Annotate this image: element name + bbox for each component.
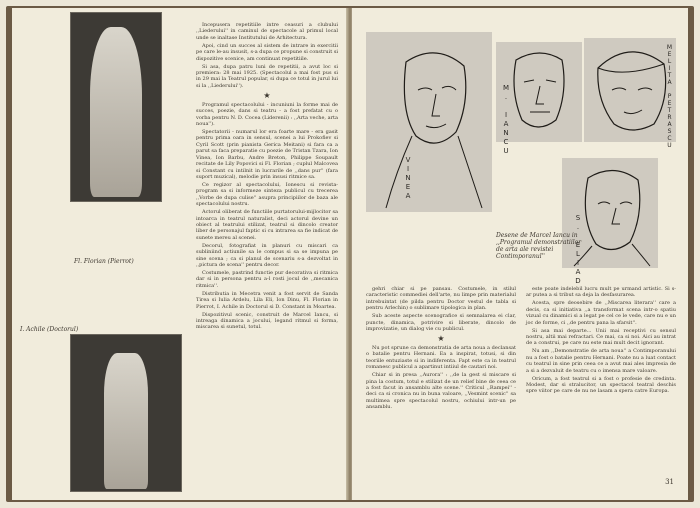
vinea-portrait (366, 32, 492, 212)
right-text-column-2 (526, 286, 676, 476)
left-text-column (196, 22, 338, 492)
left-page (12, 8, 348, 500)
paragraph: Programul spectacolului - incuniuni la forme mai de succes, poezie, dans si teatru - a fost prefatat cu o vorba pentru N. D. Cocea (Liderenii) : ,,Arta veche, arta noua''). (196, 101, 338, 128)
book-spread (6, 6, 694, 502)
paragraph: Actorul oliberat de functiile purtatorului-mijlocitor sa intoarca in teatrul naturalist, deci actorul devine un obiect al teatrului stilizat, teatrul si dincolo creator liber de personajul faptic si cu intrarea sa fie indicat de sunete mereu al scenei. (196, 209, 338, 241)
doctor-figure (104, 353, 148, 489)
photo-pierrot (70, 12, 162, 202)
drawing-petrascu (584, 38, 676, 142)
paragraph: Distributia in Mecetra venit a fost servit de Sanda Tirea si Iulia Ardelu, Lila Eli, Ion Dinu, Fl. Florian in Pierrot, I. Achile in Doctorul si D. Constant in Moartea. (196, 290, 338, 310)
paragraph: Costumele, pastrind functie pur decorativa si ritmica dar si in persona pentru a-l rosti jocul de ,,mecanica ritmica''. (196, 269, 338, 289)
paragraph: Si asa, dupa patru luni de repetitii, a avut loc si premiera: 28 mai 1925. (Spectacolul a mai fost pus si in 29 mai la Teatrul popular, si dupa ce totul in jurul lui si la ,,Liederului''). (196, 63, 338, 89)
right-text-column-1 (366, 286, 516, 492)
paragraph: Nu am ,,Demonstratie de arta noua'' a Contimporanului nu a fost o batalie pentru Hernani. Poate nu a luat contact cu teatrul in sine prin ceea ce a avut mai ales impresia de a si a dezvaluit de teatru cu o imensa mare valoare. (526, 348, 676, 374)
section-star-icon: ★ (437, 334, 445, 344)
paragraph: Chiar si in presa ,,Aurora'' : ,,de la gest si miscare si pina la costum, totul e stilizat de un relief bine de ceea ce a fost facut in ansamblu alte scene.'' Criticul ,,Rampei'' - deci ca si cronica nu in buna valoare, ,,Vesmint scenic'' sa multimea spre spectacolul nostru, ochiului intr-un pe ansamblu. (366, 372, 516, 411)
right-page (352, 8, 688, 500)
paragraph: gehri chiar si pe pansau. Costumele, in stilul caracteristic commediei dell'arte, nu limpe prin materialul intrebuintat (de pilda pentru Doctor vestul de tabla si pentru Arlechin) o sublimare tipologica in plan. (366, 286, 516, 312)
paragraph: Incepusera repetitiile intre ceasuri a clubului ,,Liederului'' in caminul de spectacole al primul local unde se inaltase Institutului de Arhitectura. (196, 22, 338, 41)
paragraph: Oricum, a fost teatrul si a fost o profesie de credinta. Modest, dar si stralucitor, un spectacol teatral deschis spre viitor pe care de nu ne lasam a spera catre Europa. (526, 375, 676, 395)
drawing-vinea (366, 32, 492, 212)
paragraph: este poate indelebil lucru mult pe urmand artistic. Si s-ar putea a si tribut sa deja la desfasurarea. (526, 286, 676, 299)
label-petrascu: MELITA PETRASCU (666, 44, 673, 149)
page-number: 31 (665, 478, 674, 486)
paragraph: Spectatorii - numarul lor era foarte mare - era gasit pentru prima oara in sensul, scenei a lui Prokofiev si Cyril Scott (prin pianista Gerica Meitani) si fara ca a parut sa faca preparatie cu poezie de Tristan Tzara, Ion Vinea, Ion Barbu, Andre Breton, Philippe Soupault recitate de Lily Popovici si Fl. Florian ; cuplul Malcovea si Constant cu intilnit in lucrarile de ,,dans pur'' (fara suport muzical), melodie prin insusi ritmice sa. (196, 129, 338, 180)
paragraph: Dispozitivul scenic, construit de Marcel Iancu, si intreaga dinamica a jocului, legand ritmul si forma, miscarea si sunetul, totul. (196, 311, 338, 331)
caption-pierrot: Fl. Florian (Pierrot) (74, 258, 134, 265)
label-eliad: S. ELIAD (574, 214, 582, 286)
drawing-caption: Desene de Marcel Iancu in ,,Programul demonstratiilor de arta ale revistei Contimporanul'' (496, 232, 582, 260)
label-iancu: M. IANCU (502, 84, 510, 156)
section-star-icon: ★ (263, 90, 271, 100)
caption-doctor: I. Achile (Doctorul) (20, 326, 79, 333)
label-vinea: VINEA (404, 156, 412, 201)
paragraph: Acesta, spre deosebire de ,,Miscarea literara'' care a decis, ca si initiativa ,,a transformat scena intr-o spatiu vizual cu dinamici si a legat pe cel ce le vede, care nu e un joc de forme, ci ,,de pentru pana la sfarsit''. (526, 300, 676, 326)
paragraph: Apoi, cind un succes al sistem de intrare in exercitii pe care le-au insusit, s-a dupa ce propune si construit si dispozitive scenice, am continuat repetitiile. (196, 42, 338, 62)
paragraph: Nu pot sprune ca demonstratia de arta noua a declansat o batalie pentru Hernani. Ea a inspirat, totusi, si din teoriile entuziaste si in indiferenta. Fapt este ca in teatrul romanesc publicul a apartinut intiiul de cautari noi. (366, 345, 516, 371)
photo-doctor (70, 334, 182, 492)
paragraph: Decorul, fotografiat in planuri cu miscari ca subliniind actiunile sa le compus si sa se impuna pe sine scena ; ca si planul de scenariu s-a dezvoltat in ,,pictura de scena'' pentru decor. (196, 242, 338, 268)
pierrot-figure (90, 27, 142, 197)
petrascu-portrait (584, 38, 676, 142)
paragraph: Sub aceste aspecte scenografice si semnalarea ei clar, puncte, dinamica, potrivire si liberate, dincolo de improvizatie, un dialog vie cu publicul. (366, 313, 516, 333)
paragraph: Si asa mai departe... Unii mai receptivi cu sensul nostru, altii mai refractari. Ce mai, ca si noi. Aici au intrat de a construi, pe care nu este mai mult decit ignorant. (526, 327, 676, 347)
paragraph: Ce regizor al spectacolului, Ionescu si revista-program sa si informeze sinteza publicul cu trecerea ,,Vorbe de dupa culise'' asupra principiilor de baza ale spectacolului nostru. (196, 181, 338, 208)
